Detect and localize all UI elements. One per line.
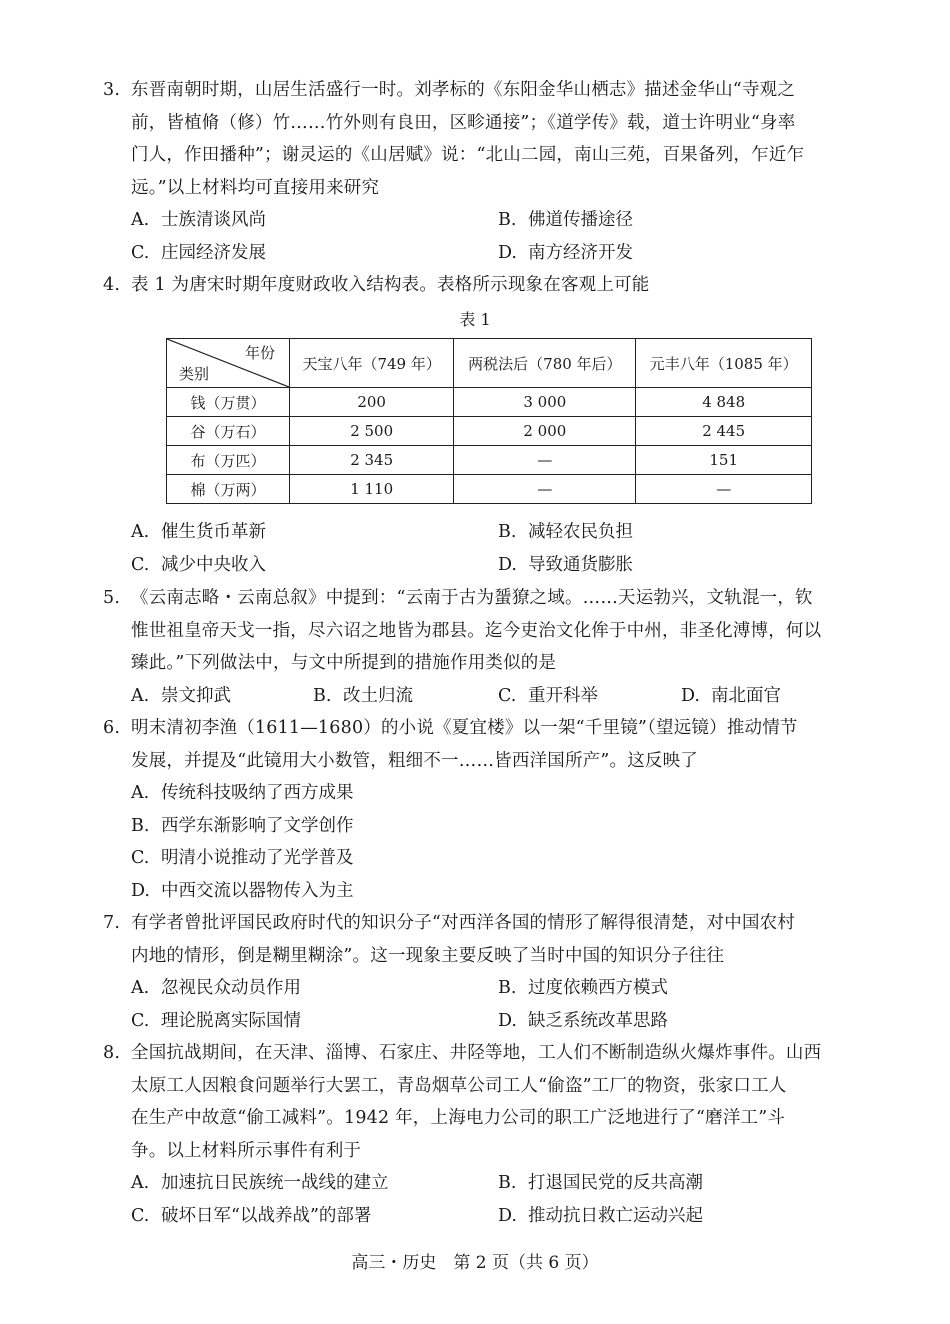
- option-c[interactable]: C. 庄园经济发展: [131, 242, 266, 263]
- option-a[interactable]: A. 催生货币革新: [131, 522, 266, 542]
- table-cell: —: [636, 475, 812, 504]
- table-cell: 3 000: [454, 388, 636, 417]
- option-c[interactable]: C. 破坏日军“以战养战”的部署: [131, 1205, 372, 1226]
- options-row: [103, 1200, 853, 1233]
- question-8: [103, 1037, 853, 1232]
- option-d[interactable]: D. 中西交流以器物传入为主: [131, 880, 354, 901]
- option-a[interactable]: A. 忽视民众动员作用: [131, 978, 301, 998]
- question-stem-line: 在生产中故意“偷工减料”。1942 年，上海电力公司的职工广泛地进行了“磨洋工”斗: [131, 1108, 786, 1128]
- corner-label-year: 年份: [244, 344, 275, 362]
- question-stem-line: 7. 有学者曾批评国民政府时代的知识分子“对西洋各国的情形了解得很清楚，对中国农村: [103, 907, 853, 940]
- options-row: [103, 1005, 853, 1038]
- option-c[interactable]: C. 减少中央收入: [131, 554, 266, 575]
- option-a[interactable]: A. 加速抗日民族统一战线的建立: [131, 1173, 389, 1193]
- table-cell: 2 445: [636, 417, 812, 446]
- table-row: [167, 417, 812, 446]
- option-d[interactable]: D. 南方经济开发: [498, 242, 633, 263]
- question-number: 8.: [103, 1043, 121, 1063]
- option-d[interactable]: D. 推动抗日救亡运动兴起: [498, 1205, 703, 1226]
- question-stem-line: 6. 明末清初李渔（1611—1680）的小说《夏宜楼》以一架“千里镜”（望远镜）推动情节: [103, 712, 853, 745]
- table-cell: —: [454, 475, 636, 504]
- question-number: 7.: [103, 913, 121, 933]
- table-cell: 2 000: [454, 417, 636, 446]
- table-column-header: 元丰八年（1085 年）: [636, 339, 812, 388]
- question-4-options: [103, 516, 853, 581]
- options-row: [103, 237, 853, 270]
- options-row: [103, 204, 853, 237]
- option-a[interactable]: A. 传统科技吸纳了西方成果: [131, 783, 354, 803]
- option-b[interactable]: B. 西学东渐影响了文学创作: [131, 815, 354, 836]
- row-label: 钱（万贯）: [167, 388, 290, 417]
- table-cell: —: [454, 446, 636, 475]
- option-b[interactable]: B. 佛道传播途径: [498, 210, 633, 230]
- option-b[interactable]: B. 改土归流: [313, 685, 413, 706]
- table-row: [167, 446, 812, 475]
- question-stem-line: 争。以上材料所示事件有利于: [131, 1140, 362, 1161]
- table-row: [167, 475, 812, 504]
- question-stem-line: 内地的情形，倒是糊里糊涂”。这一现象主要反映了当时中国的知识分子往往: [131, 945, 725, 966]
- options-row: [103, 972, 853, 1005]
- page-footer: 高三・历史 第 2 页（共 6 页）: [351, 1253, 599, 1273]
- option-c[interactable]: C. 理论脱离实际国情: [131, 1010, 301, 1031]
- option-d[interactable]: D. 缺乏系统改革思路: [498, 1010, 668, 1031]
- row-label: 布（万匹）: [167, 446, 290, 475]
- question-3: [103, 74, 853, 269]
- question-stem-line: 发展，并提及“此镜用大小数管，粗细不一……皆西洋国所产”。这反映了: [131, 750, 698, 771]
- question-stem-line: 3. 东晋南朝时期，山居生活盛行一时。刘孝标的《东阳金华山栖志》描述金华山“寺观之: [103, 74, 853, 107]
- option-b[interactable]: B. 打退国民党的反共高潮: [498, 1173, 703, 1193]
- options-row: [103, 680, 853, 713]
- question-stem-line: 惟世祖皇帝天戈一指，尽六诏之地皆为郡县。迄今吏治文化侔于中州，非圣化溥博，何以: [131, 620, 822, 641]
- question-number: 6.: [103, 718, 121, 738]
- question-4: [103, 269, 853, 302]
- option-a[interactable]: A. 崇文抑武: [131, 685, 231, 706]
- table-corner-cell: [167, 339, 290, 388]
- options-row: [103, 1167, 853, 1200]
- question-6: [103, 712, 853, 907]
- question-number: 4.: [103, 275, 121, 295]
- option-b[interactable]: B. 减轻农民负担: [498, 522, 633, 542]
- table-cell: 2 500: [290, 417, 454, 446]
- question-number: 3.: [103, 80, 121, 100]
- question-stem-line: 门人，作田播种”；谢灵运的《山居赋》说：“北山二园，南山三苑，百果备列，乍近乍: [131, 145, 805, 165]
- question-stem-line: 远。”以上材料均可直接用来研究: [131, 177, 380, 198]
- question-stem-line: 前，皆植脩（修）竹……竹外则有良田，区畛通接”；《道学传》载，道士许明业“身率: [131, 112, 796, 133]
- question-stem-line: 臻此。”下列做法中，与文中所提到的措施作用类似的是: [131, 653, 557, 673]
- option-d[interactable]: D. 导致通货膨胀: [498, 554, 633, 575]
- table-cell: 200: [290, 388, 454, 417]
- question-stem-line: 5. 《云南志略・云南总叙》中提到：“云南于古为蜑獠之域。……天运勃兴，文轨混一，钦: [103, 582, 853, 615]
- option-c[interactable]: C. 明清小说推动了光学普及: [131, 848, 354, 868]
- table-caption: 表 1: [459, 310, 491, 329]
- question-stem-line: 4. 表 1 为唐宋时期年度财政收入结构表。表格所示现象在客观上可能: [103, 269, 853, 302]
- question-stem-line: 8. 全国抗战期间，在天津、淄博、石家庄、井陉等地，工人们不断制造纵火爆炸事件。山西: [103, 1037, 853, 1070]
- table-cell: 4 848: [636, 388, 812, 417]
- option-a[interactable]: A. 士族清谈风尚: [131, 210, 266, 230]
- row-label: 棉（万两）: [167, 475, 290, 504]
- corner-label-category: 类别: [179, 365, 210, 383]
- option-b[interactable]: B. 过度依赖西方模式: [498, 978, 668, 998]
- question-stem-line: 太原工人因粮食问题举行大罢工，青岛烟草公司工人“偷盗”工厂的物资，张家口工人: [131, 1075, 787, 1096]
- question-number: 5.: [103, 588, 121, 608]
- question-5: [103, 582, 853, 712]
- table-column-header: 天宝八年（749 年）: [290, 339, 454, 388]
- options-row: [103, 549, 853, 582]
- option-c[interactable]: C. 重开科举: [498, 685, 598, 706]
- table-row: [167, 388, 812, 417]
- question-7: [103, 907, 853, 1037]
- fiscal-revenue-table: [166, 338, 812, 504]
- options-row: [103, 516, 853, 549]
- option-d[interactable]: D. 南北面官: [681, 685, 781, 706]
- table-column-header: 两税法后（780 年后）: [454, 339, 636, 388]
- row-label: 谷（万石）: [167, 417, 290, 446]
- table-cell: 151: [636, 446, 812, 475]
- table-cell: 2 345: [290, 446, 454, 475]
- table-cell: 1 110: [290, 475, 454, 504]
